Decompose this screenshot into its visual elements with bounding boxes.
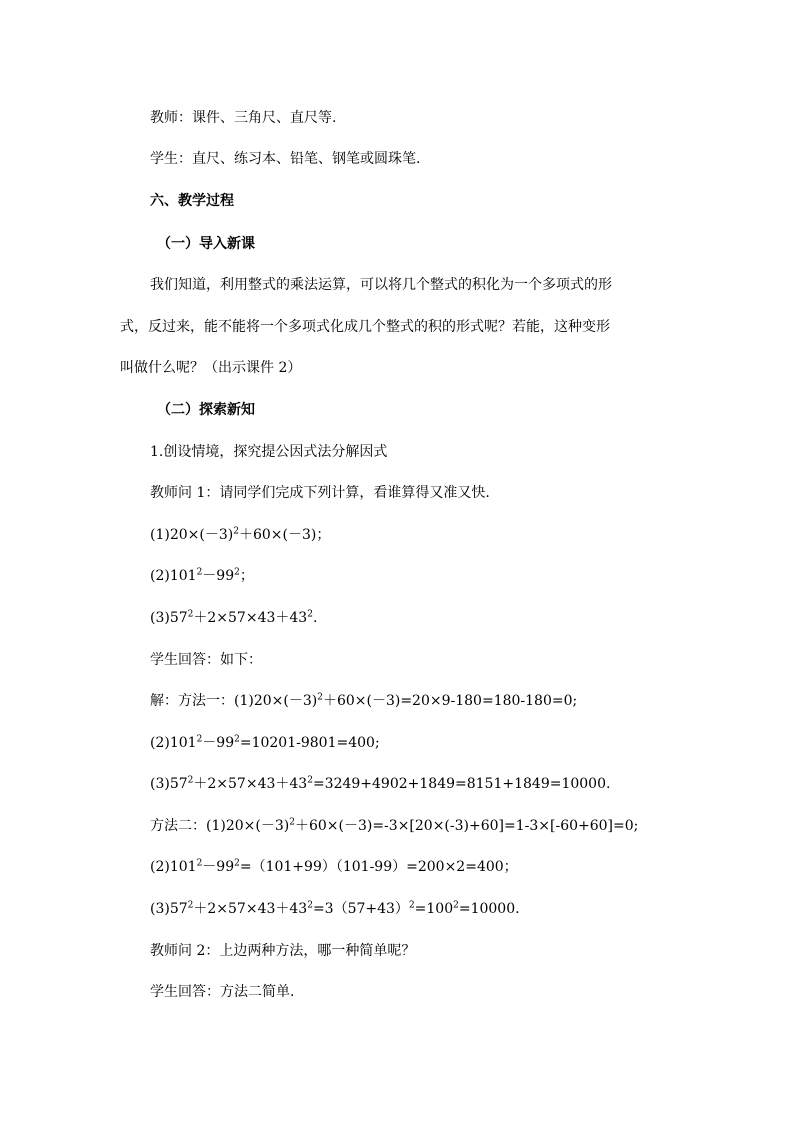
student-answer-2: 学生回答：方法二简单. (150, 984, 295, 1000)
method-2-line-1: 方法二：$(1)20\times(-3)^2+60\times(-3)=-3\times[20\times(-3)+60]=1-3\times[-60+60]=0$; (150, 817, 639, 834)
teacher-question-2: 教师问 2：上边两种方法，哪一种简单呢？ (150, 943, 416, 959)
intro-paragraph-line-3: 叫做什么呢？（出示课件 2） (120, 360, 302, 376)
method-1-line-1: 解：方法一：$(1)20\times(-3)^2+60\times(-3)=20\times 9-180=180-180=0$; (150, 692, 578, 709)
method-2-line-3: $(3)57^2+2\times 57\times 43+43^2=3(57+43)^2=100^2=10000$. (150, 900, 520, 917)
section-title-teaching-process: 六、教学过程 (150, 193, 234, 209)
teacher-question-1: 教师问 1：请同学们完成下列计算，看谁算得又准又快. (150, 485, 490, 501)
student-answer-intro: 学生回答：如下： (150, 652, 262, 668)
intro-paragraph-line-1: 我们知道，利用整式的乘法运算，可以将几个整式的积化为一个多项式的形 (150, 277, 612, 293)
exercise-2: $(2)101^2-99^2$； (150, 567, 254, 584)
item-1-heading: 1.创设情境，探究提公因式法分解因式 (150, 444, 388, 460)
subsection-title-explore: （二）探索新知 (157, 402, 255, 418)
teacher-materials: 教师：课件、三角尺、直尺等. (150, 110, 337, 126)
method-1-line-3: $(3)57^2+2\times 57\times 43+43^2=3249+4902+1849=8151+1849=10000$. (150, 775, 611, 792)
exercise-1: $(1)20\times(-3)^2+60\times(-3)$； (150, 526, 331, 543)
exercise-3: $(3)57^2+2\times 57\times 43+43^2$. (150, 609, 318, 626)
subsection-title-intro: （一）导入新课 (157, 236, 255, 252)
method-2-line-2: $(2)101^2-99^2=(101+99)(101-99)=200\times 2=400$； (150, 858, 518, 875)
method-1-line-2: $(2)101^2-99^2=10201-9801=400$; (150, 734, 380, 751)
student-materials: 学生：直尺、练习本、铅笔、钢笔或圆珠笔. (150, 151, 421, 167)
intro-paragraph-line-2: 式，反过来，能不能将一个多项式化成几个整式的积的形式呢？若能，这种变形 (120, 319, 610, 335)
